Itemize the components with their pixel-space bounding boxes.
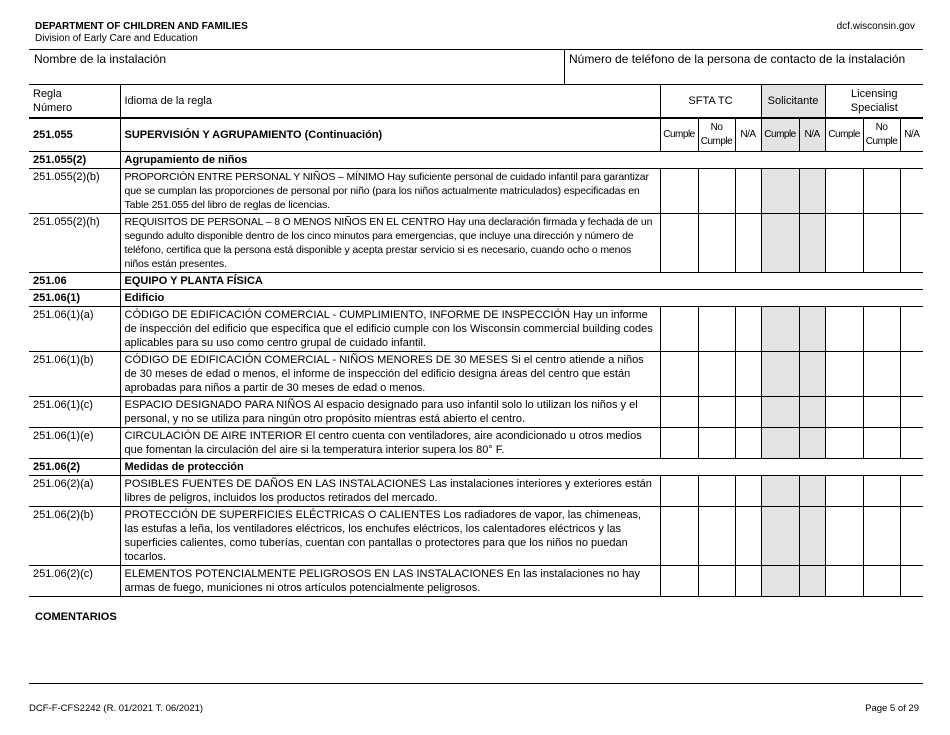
sfta-na-cell[interactable] [735, 566, 761, 597]
applicant-meets-cell[interactable] [761, 476, 799, 507]
sfta-meets-cell[interactable] [660, 507, 698, 566]
rule-number: 251.055(2) [29, 152, 120, 169]
sfta-meets-cell[interactable] [660, 214, 698, 273]
applicant-meets-cell[interactable] [761, 307, 799, 352]
sfta-meets-cell[interactable] [660, 476, 698, 507]
rule-number: 251.06(2)(c) [29, 566, 120, 597]
rule-number: 251.06(1)(a) [29, 307, 120, 352]
specialist-meets-cell[interactable] [825, 566, 863, 597]
table-row [29, 352, 923, 397]
applicant-meets-header: Cumple [761, 118, 799, 152]
sfta-not-meets-cell[interactable] [698, 507, 735, 566]
specialist-not-meets-cell[interactable] [863, 352, 900, 397]
specialist-meets-cell[interactable] [825, 476, 863, 507]
applicant-meets-cell[interactable] [761, 566, 799, 597]
sfta-na-cell[interactable] [735, 507, 761, 566]
sfta-not-meets-cell[interactable] [698, 169, 735, 214]
rule-number: 251.06(2) [29, 459, 120, 476]
rule-language-header: Idioma de la regla [120, 85, 660, 119]
applicant-na-cell[interactable] [799, 566, 825, 597]
specialist-na-cell[interactable] [900, 169, 923, 214]
licensing-specialist-header: Licensing Specialist [825, 85, 923, 119]
sfta-meets-header: Cumple [660, 118, 698, 152]
page-number: Page 5 of 29 [865, 703, 919, 714]
table-row [29, 428, 923, 459]
specialist-not-meets-cell[interactable] [863, 214, 900, 273]
subsection-row [29, 290, 923, 307]
field-divider [564, 50, 565, 84]
specialist-na-cell[interactable] [900, 566, 923, 597]
rule-text: PROTECCIÓN DE SUPERFICIES ELÉCTRICAS O CALIENTES Los radiadores de vapor, las chimeneas, las estufas a leña, los ventiladores eléctricos, los enchufes eléctricos, los calentadores eléctricos y las superficies calientes, como tuberías, cuentan con pantallas o protectores para que los niños no puedan tocarlos. [120, 507, 660, 566]
department-name: DEPARTMENT OF CHILDREN AND FAMILIES [35, 21, 248, 32]
section-header-row [29, 118, 923, 152]
sfta-not-meets-cell[interactable] [698, 566, 735, 597]
rule-number: 251.06(1)(e) [29, 428, 120, 459]
sfta-meets-cell[interactable] [660, 566, 698, 597]
rule-text: CÓDIGO DE EDIFICACIÓN COMERCIAL - CUMPLIMIENTO, INFORME DE INSPECCIÓN Hay un informe de inspección del edificio que especifica que el edificio cumple con los Wisconsin commercial building codes aplicables para su uso como centro grupal de cuidado infantil. [120, 307, 660, 352]
rule-number: 251.06 [29, 273, 120, 290]
table-row [29, 507, 923, 566]
specialist-na-cell[interactable] [900, 307, 923, 352]
form-id: DCF-F-CFS2242 (R. 01/2021 T. 06/2021) [29, 703, 204, 714]
sfta-na-cell[interactable] [735, 428, 761, 459]
sfta-na-cell[interactable] [735, 214, 761, 273]
table-header-row [29, 85, 923, 119]
subsection-title: Edificio [120, 290, 923, 307]
applicant-na-cell[interactable] [799, 507, 825, 566]
sfta-not-meets-cell[interactable] [698, 214, 735, 273]
applicant-na-cell[interactable] [799, 428, 825, 459]
section-title: EQUIPO Y PLANTA FÍSICA [120, 273, 923, 290]
sfta-na-cell[interactable] [735, 352, 761, 397]
rule-number: 251.06(2)(a) [29, 476, 120, 507]
applicant-na-cell[interactable] [799, 397, 825, 428]
sfta-meets-cell[interactable] [660, 428, 698, 459]
specialist-meets-header: Cumple [825, 118, 863, 152]
facility-info-fields [29, 49, 923, 85]
table-row [29, 397, 923, 428]
rule-text: POSIBLES FUENTES DE DAÑOS EN LAS INSTALACIONES Las instalaciones interiores y exteriores están libres de peligros, incluidos los productos retirados del mercado. [120, 476, 660, 507]
applicant-meets-cell[interactable] [761, 397, 799, 428]
sfta-not-meets-cell[interactable] [698, 397, 735, 428]
sfta-not-meets-header: No Cumple [698, 118, 735, 152]
division-name: Division of Early Care and Education [35, 33, 198, 44]
specialist-meets-cell[interactable] [825, 307, 863, 352]
rule-text: ESPACIO DESIGNADO PARA NIÑOS Al espacio designado para uso infantil solo lo utilizan los niños y el personal, y no se utiliza para ningún otro propósito mientras está abierto el centro. [120, 397, 660, 428]
footer-divider [29, 683, 923, 684]
section-title: SUPERVISIÓN Y AGRUPAMIENTO (Continuación) [120, 118, 660, 152]
sfta-na-cell[interactable] [735, 397, 761, 428]
rule-number: 251.06(2)(b) [29, 507, 120, 566]
specialist-meets-cell[interactable] [825, 352, 863, 397]
rule-number: 251.06(1)(b) [29, 352, 120, 397]
sfta-na-cell[interactable] [735, 307, 761, 352]
section-number: 251.055 [29, 118, 120, 152]
rule-text: CÓDIGO DE EDIFICACIÓN COMERCIAL - NIÑOS MENORES DE 30 MESES Si el centro atiende a niños de 30 meses de edad o menos, el informe de inspección del edificio designa áreas del centro que están aprobadas para niños a partir de 30 meses de edad o menos. [120, 352, 660, 397]
applicant-meets-cell[interactable] [761, 169, 799, 214]
section-row [29, 273, 923, 290]
applicant-na-cell[interactable] [799, 307, 825, 352]
specialist-not-meets-cell[interactable] [863, 307, 900, 352]
specialist-meets-cell[interactable] [825, 397, 863, 428]
specialist-na-cell[interactable] [900, 428, 923, 459]
specialist-not-meets-header: No Cumple [863, 118, 900, 152]
rule-number: 251.06(1) [29, 290, 120, 307]
table-row [29, 169, 923, 214]
specialist-na-cell[interactable] [900, 352, 923, 397]
sfta-not-meets-cell[interactable] [698, 307, 735, 352]
sfta-meets-cell[interactable] [660, 307, 698, 352]
rules-table [29, 84, 923, 597]
sfta-meets-cell[interactable] [660, 169, 698, 214]
sfta-meets-cell[interactable] [660, 352, 698, 397]
applicant-na-cell[interactable] [799, 169, 825, 214]
subsection-row [29, 152, 923, 169]
applicant-meets-cell[interactable] [761, 352, 799, 397]
sfta-meets-cell[interactable] [660, 397, 698, 428]
subsection-row [29, 459, 923, 476]
table-row [29, 307, 923, 352]
specialist-na-cell[interactable] [900, 507, 923, 566]
sfta-tc-header: SFTA TC [660, 85, 761, 119]
specialist-na-cell[interactable] [900, 476, 923, 507]
sfta-na-cell[interactable] [735, 169, 761, 214]
rule-number-header: Regla Número [29, 85, 120, 119]
subsection-title: Medidas de protección [120, 459, 923, 476]
rule-number: 251.055(2)(b) [29, 169, 120, 214]
applicant-meets-cell[interactable] [761, 214, 799, 273]
applicant-na-cell[interactable] [799, 214, 825, 273]
specialist-not-meets-cell[interactable] [863, 428, 900, 459]
table-row [29, 214, 923, 273]
specialist-not-meets-cell[interactable] [863, 169, 900, 214]
specialist-meets-cell[interactable] [825, 428, 863, 459]
specialist-meets-cell[interactable] [825, 214, 863, 273]
table-row [29, 566, 923, 597]
applicant-na-cell[interactable] [799, 352, 825, 397]
rule-number: 251.06(1)(c) [29, 397, 120, 428]
rule-number: 251.055(2)(h) [29, 214, 120, 273]
sfta-na-header: N/A [735, 118, 761, 152]
specialist-not-meets-cell[interactable] [863, 507, 900, 566]
specialist-not-meets-cell[interactable] [863, 476, 900, 507]
specialist-meets-cell[interactable] [825, 507, 863, 566]
sfta-not-meets-cell[interactable] [698, 476, 735, 507]
page-header [35, 21, 248, 45]
rule-text: REQUISITOS DE PERSONAL – 8 O MENOS NIÑOS EN EL CENTRO Hay una declaración firmada y fechada de un segundo adulto disponible dentro de los cinco minutos para emergencias, que incluye una dirección y número de teléfono, certifica que la persona está disponible y acepta prestar servicio si es necesario, cuando ocho o menos niños están presentes. [120, 214, 660, 273]
applicant-meets-cell[interactable] [761, 428, 799, 459]
rule-text: PROPORCIÓN ENTRE PERSONAL Y NIÑOS – MÍNIMO Hay suficiente personal de cuidado infantil para garantizar que se cumplan las proporciones de personal por niño (para los niños actualmente matriculados) especificadas en Table 251.055 del libro de reglas de licencias. [120, 169, 660, 214]
specialist-na-cell[interactable] [900, 214, 923, 273]
comments-label: COMENTARIOS [35, 611, 117, 623]
sfta-na-cell[interactable] [735, 476, 761, 507]
facility-name-field[interactable]: Nombre de la instalación [34, 52, 167, 66]
rule-text: CIRCULACIÓN DE AIRE INTERIOR El centro cuenta con ventiladores, aire acondicionado u otros medios que fomentan la circulación del aire si la temperatura interior supera los 80° F. [120, 428, 660, 459]
applicant-header: Solicitante [761, 85, 825, 119]
applicant-na-cell[interactable] [799, 476, 825, 507]
applicant-meets-cell[interactable] [761, 507, 799, 566]
subsection-title: Agrupamiento de niños [120, 152, 923, 169]
applicant-na-header: N/A [799, 118, 825, 152]
contact-phone-field[interactable]: Número de teléfono de la persona de contacto de la instalación [569, 52, 906, 66]
sfta-not-meets-cell[interactable] [698, 428, 735, 459]
rule-text: ELEMENTOS POTENCIALMENTE PELIGROSOS EN LAS INSTALACIONES En las instalaciones no hay armas de fuego, municiones ni otros artículos potencialmente peligrosos. [120, 566, 660, 597]
specialist-na-header: N/A [900, 118, 923, 152]
specialist-meets-cell[interactable] [825, 169, 863, 214]
specialist-not-meets-cell[interactable] [863, 397, 900, 428]
specialist-not-meets-cell[interactable] [863, 566, 900, 597]
table-row [29, 476, 923, 507]
website-url: dcf.wisconsin.gov [836, 21, 915, 32]
specialist-na-cell[interactable] [900, 397, 923, 428]
sfta-not-meets-cell[interactable] [698, 352, 735, 397]
